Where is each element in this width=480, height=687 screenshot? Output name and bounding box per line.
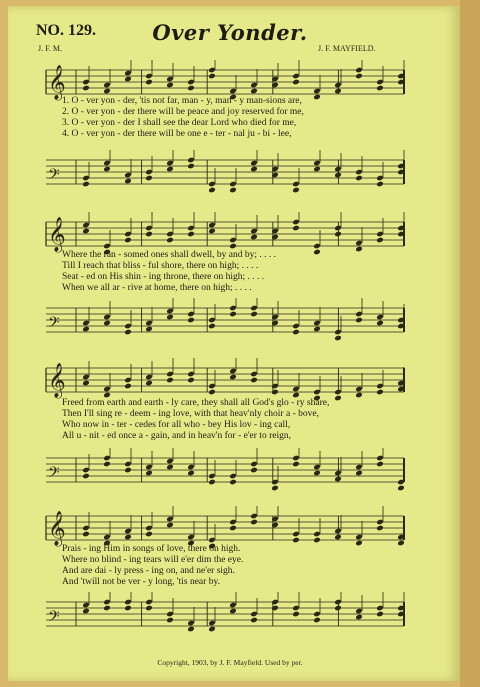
lyrics-block-4 bbox=[62, 544, 407, 588]
note-head bbox=[208, 187, 216, 194]
lyric-line: When we all ar - rive at home, there on high; . . . . bbox=[62, 283, 252, 293]
note-head bbox=[250, 234, 258, 241]
note-head bbox=[271, 605, 279, 612]
note-head bbox=[313, 326, 321, 333]
treble-clef: 𝄞 bbox=[48, 511, 66, 546]
note-head bbox=[355, 317, 363, 324]
note-head bbox=[208, 228, 216, 235]
note-head bbox=[187, 231, 195, 238]
note-head bbox=[124, 467, 132, 474]
composer-credit: J. F. MAYFIELD. bbox=[318, 44, 376, 53]
lyric-line: Who now in - ter - cedes for all who - bey His lov - ing call, bbox=[62, 420, 291, 430]
lyricist-credit: J. F. M. bbox=[38, 44, 63, 53]
treble-clef: 𝄞 bbox=[48, 363, 66, 398]
note-head bbox=[376, 181, 384, 188]
note-head bbox=[271, 234, 279, 241]
note-head bbox=[250, 377, 258, 384]
lyric-line: 4. O - ver yon - der there will be one e - ter - nal ju - bi - lee, bbox=[62, 129, 292, 139]
note-head bbox=[166, 617, 174, 624]
lyric-line: Where the ran - somed ones shall dwell, by and by; . . . . bbox=[62, 250, 276, 260]
note-head bbox=[376, 461, 384, 468]
note-head bbox=[187, 470, 195, 477]
bass-clef: 𝄢 bbox=[48, 166, 60, 187]
note-head bbox=[82, 228, 90, 235]
note-head bbox=[145, 175, 153, 182]
lyric-line: And 'twill not be ver - y long, 'tis near by. bbox=[62, 577, 220, 587]
note-head bbox=[124, 178, 132, 185]
page-edge bbox=[460, 0, 480, 687]
note-head bbox=[124, 329, 132, 336]
note-head bbox=[229, 243, 237, 250]
note-head bbox=[82, 473, 90, 480]
lyrics-block-1 bbox=[62, 96, 407, 140]
note-head bbox=[376, 389, 384, 396]
note-head bbox=[229, 479, 237, 486]
note-head bbox=[166, 82, 174, 89]
note-head bbox=[166, 377, 174, 384]
note-head bbox=[229, 187, 237, 194]
note-head bbox=[292, 187, 300, 194]
note-head bbox=[208, 626, 216, 633]
note-head bbox=[334, 231, 342, 238]
note-head bbox=[124, 76, 132, 83]
note-head bbox=[145, 470, 153, 477]
note-head bbox=[229, 374, 237, 381]
note-head bbox=[82, 181, 90, 188]
note-head bbox=[313, 537, 321, 544]
note-head bbox=[250, 88, 258, 95]
lyric-line: Freed from earth and earth - ly care, they shall all God's glo - ry share, bbox=[62, 398, 330, 408]
note-head bbox=[376, 320, 384, 327]
note-head bbox=[103, 166, 111, 173]
note-head bbox=[334, 605, 342, 612]
note-head bbox=[145, 79, 153, 86]
note-head bbox=[124, 383, 132, 390]
note-head bbox=[145, 531, 153, 538]
note-head bbox=[292, 537, 300, 544]
note-head bbox=[292, 461, 300, 468]
note-head bbox=[271, 172, 279, 179]
note-head bbox=[355, 470, 363, 477]
note-head bbox=[82, 531, 90, 538]
bass-clef: 𝄢 bbox=[48, 608, 60, 629]
lyric-line: 2. O - ver yon - der there will be peace and joy reserved for me, bbox=[62, 107, 304, 117]
lyric-line: And are dai - ly press - ing on, and ne'er sigh. bbox=[62, 566, 235, 576]
note-head bbox=[103, 320, 111, 327]
note-head bbox=[124, 605, 132, 612]
note-head bbox=[124, 534, 132, 541]
note-head bbox=[334, 88, 342, 95]
lyric-line: Prais - ing Him in songs of love, there on high. bbox=[62, 544, 241, 554]
note-head bbox=[376, 611, 384, 618]
note-head bbox=[250, 311, 258, 318]
note-head bbox=[145, 231, 153, 238]
note-head bbox=[187, 377, 195, 384]
note-head bbox=[250, 467, 258, 474]
note-head bbox=[166, 237, 174, 244]
note-head bbox=[229, 608, 237, 615]
note-head bbox=[376, 85, 384, 92]
lyric-line: Seat - ed on His shin - ing throne, there on high; . . . . bbox=[62, 272, 265, 282]
note-head bbox=[355, 73, 363, 80]
note-head bbox=[250, 166, 258, 173]
note-head bbox=[208, 323, 216, 330]
note-head bbox=[334, 335, 342, 342]
treble-clef: 𝄞 bbox=[48, 217, 66, 252]
note-head bbox=[166, 522, 174, 529]
hymn-number: NO. 129. bbox=[36, 22, 96, 39]
note-head bbox=[124, 237, 132, 244]
note-head bbox=[292, 329, 300, 336]
lyric-line: All u - nit - ed once a - gain, and in heav'n for - e'er to reign, bbox=[62, 431, 291, 441]
note-head bbox=[271, 389, 279, 396]
note-head bbox=[208, 389, 216, 396]
note-head bbox=[187, 626, 195, 633]
lyric-line: 1. O - ver yon - der, 'tis not far, man - y, man - y man-sions are, bbox=[62, 96, 302, 106]
note-head bbox=[334, 172, 342, 179]
note-head bbox=[229, 311, 237, 318]
note-head bbox=[313, 617, 321, 624]
lyric-line: 3. O - ver yon - der I shall see the dear Lord who died for me, bbox=[62, 118, 297, 128]
note-head bbox=[271, 320, 279, 327]
lyric-line: Where no blind - ing tears will e'er dim the eye. bbox=[62, 555, 244, 565]
note-head bbox=[250, 519, 258, 526]
note-head bbox=[82, 85, 90, 92]
bass-staff-1 bbox=[0, 150, 460, 200]
note-head bbox=[271, 82, 279, 89]
note-head bbox=[208, 73, 216, 80]
bass-staff-2 bbox=[0, 298, 460, 348]
note-head bbox=[166, 314, 174, 321]
note-head bbox=[313, 470, 321, 477]
note-head bbox=[82, 608, 90, 615]
note-head bbox=[82, 380, 90, 387]
note-head bbox=[187, 85, 195, 92]
bass-clef: 𝄢 bbox=[48, 314, 60, 335]
note-head bbox=[187, 163, 195, 170]
bass-staff-4 bbox=[0, 592, 460, 642]
bass-staff-3 bbox=[0, 448, 460, 498]
note-head bbox=[145, 605, 153, 612]
note-head bbox=[229, 525, 237, 532]
note-head bbox=[208, 479, 216, 486]
treble-clef: 𝄞 bbox=[48, 65, 66, 100]
note-head bbox=[187, 317, 195, 324]
note-head bbox=[103, 605, 111, 612]
note-head bbox=[271, 485, 279, 492]
lyrics-block-3 bbox=[62, 398, 407, 442]
bass-clef: 𝄢 bbox=[48, 464, 60, 485]
note-head bbox=[166, 464, 174, 471]
note-head bbox=[103, 88, 111, 95]
note-head bbox=[397, 485, 405, 492]
note-head bbox=[250, 617, 258, 624]
lyric-line: Till I reach that bliss - ful shore, there on high; . . . . bbox=[62, 261, 259, 271]
note-head bbox=[334, 476, 342, 483]
note-head bbox=[145, 380, 153, 387]
lyrics-block-2 bbox=[62, 250, 407, 294]
note-head bbox=[271, 522, 279, 529]
note-head bbox=[355, 614, 363, 621]
lyric-line: Then I'll sing re - deem - ing love, with that heav'nly choir a - bove, bbox=[62, 409, 319, 419]
note-head bbox=[292, 611, 300, 618]
copyright-notice: Copyright, 1903, by J. F. Mayfield. Used by per. bbox=[157, 658, 303, 667]
hymn-title: Over Yonder. bbox=[152, 20, 308, 45]
note-head bbox=[103, 461, 111, 468]
note-head bbox=[292, 79, 300, 86]
note-head bbox=[145, 326, 153, 333]
note-head bbox=[166, 166, 174, 173]
note-head bbox=[313, 166, 321, 173]
note-head bbox=[376, 237, 384, 244]
note-head bbox=[376, 525, 384, 532]
note-head bbox=[334, 534, 342, 541]
note-head bbox=[82, 326, 90, 333]
note-head bbox=[355, 175, 363, 182]
note-head bbox=[292, 225, 300, 232]
